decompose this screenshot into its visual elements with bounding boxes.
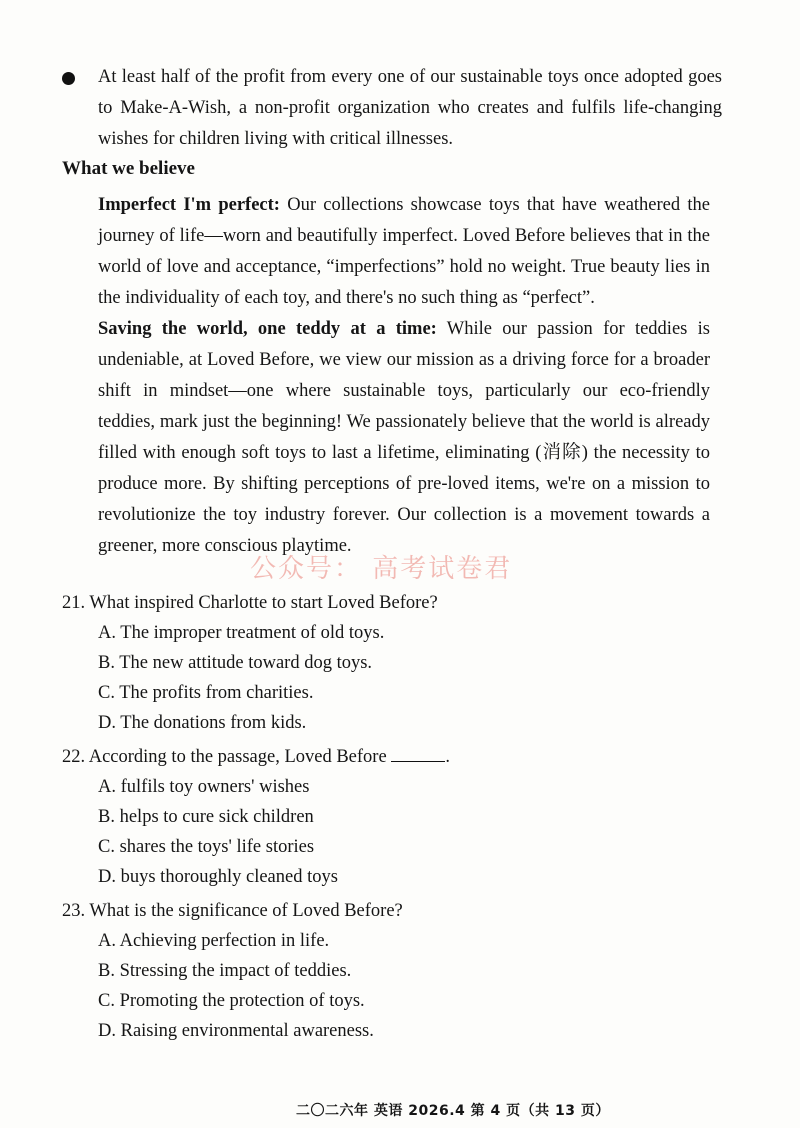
question-stem-text: 22. According to the passage, Loved Before bbox=[62, 747, 387, 767]
bullet-dot-icon bbox=[62, 72, 75, 85]
option-a[interactable]: A. fulfils toy owners' wishes bbox=[98, 777, 310, 797]
answer-blank bbox=[391, 747, 445, 762]
option-d[interactable]: D. buys thoroughly cleaned toys bbox=[98, 867, 338, 887]
paragraph-saving-world bbox=[98, 314, 710, 562]
paragraph-lead: Imperfect I'm perfect: bbox=[98, 195, 280, 215]
option-d[interactable]: D. Raising environmental awareness. bbox=[98, 1021, 374, 1041]
question-stem-end: . bbox=[445, 747, 450, 767]
option-a[interactable]: A. Achieving perfection in life. bbox=[98, 931, 330, 951]
question-22 bbox=[62, 742, 722, 892]
question-23 bbox=[62, 896, 722, 1046]
question-stem bbox=[62, 742, 722, 772]
option-c[interactable]: C. shares the toys' life stories bbox=[98, 837, 315, 857]
option-c[interactable]: C. Promoting the protection of toys. bbox=[98, 991, 365, 1011]
option-c[interactable]: C. The profits from charities. bbox=[98, 683, 314, 703]
option-b[interactable]: B. helps to cure sick children bbox=[98, 807, 314, 827]
option-a[interactable]: A. The improper treatment of old toys. bbox=[98, 623, 385, 643]
option-b[interactable]: B. Stressing the impact of teddies. bbox=[98, 961, 352, 981]
option-d[interactable]: D. The donations from kids. bbox=[98, 713, 307, 733]
paragraph-imperfect bbox=[98, 190, 710, 314]
question-stem: 21. What inspired Charlotte to start Loved Before? bbox=[62, 593, 438, 613]
section-heading: What we believe bbox=[62, 158, 195, 179]
paragraph-body: Our collections showcase toys that have weathered the journey of life—worn and beautifully imperfect. Loved Before believes that in the world of love and acceptance, “imperfections” hold no weight. True beauty lies in the individuality of each toy, and there's no such thing as “perfect”. bbox=[98, 195, 710, 308]
bullet-item bbox=[62, 62, 722, 155]
bullet-text: At least half of the profit from every one of our sustainable toys once adopted goes to Make-A-Wish, a non-profit organization who creates and fulfils life-changing wishes for children living with critical illnesses. bbox=[98, 67, 722, 149]
paragraph-body: While our passion for teddies is undeniable, at Loved Before, we view our mission as a driving force for a broader shift in mindset—one where sustainable toys, particularly our eco-friendly teddies, mark just the beginning! We passionately believe that the world is already filled with enough soft toys to last a lifetime, eliminating (消除) the necessity to produce more. By shifting perceptions of pre-loved items, we're on a mission to revolutionize the toy industry forever. Our collection is a movement towards a greener, more conscious playtime. bbox=[98, 319, 710, 556]
watermark: 公众号： 高考试卷君 bbox=[250, 554, 513, 584]
paragraph-lead: Saving the world, one teddy at a time: bbox=[98, 319, 437, 339]
option-b[interactable]: B. The new attitude toward dog toys. bbox=[98, 653, 373, 673]
page-footer: 二〇二六年 英语 2026.4 第 4 页（共 13 页） bbox=[296, 1103, 610, 1119]
question-stem: 23. What is the significance of Loved Before? bbox=[62, 901, 403, 921]
question-21 bbox=[62, 588, 722, 738]
